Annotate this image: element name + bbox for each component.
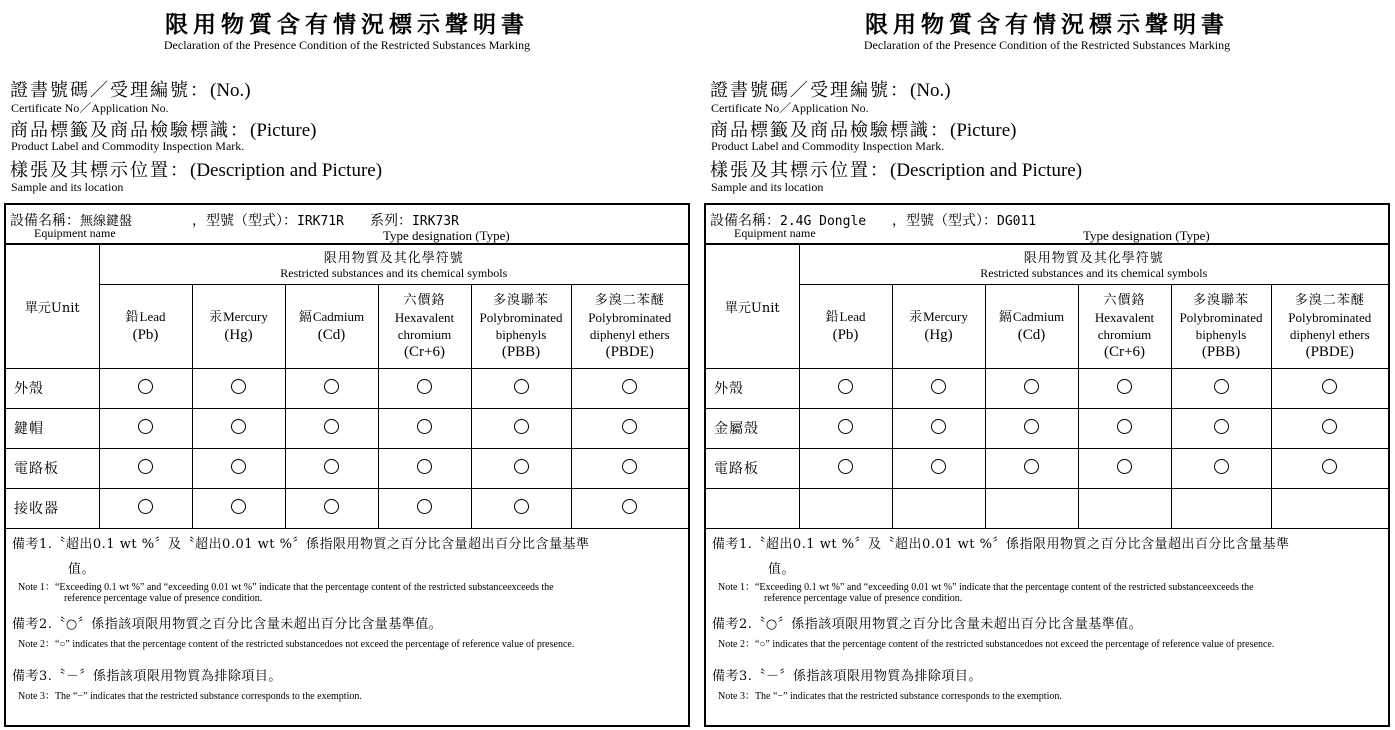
label-en: Product Label and Commodity Inspection Mark. — [711, 139, 945, 153]
circle-mark — [138, 379, 153, 394]
circle-mark — [622, 459, 637, 474]
circle-mark — [622, 379, 637, 394]
mark-cell — [985, 408, 1078, 448]
mark-cell — [1171, 488, 1271, 528]
circle-mark — [324, 459, 339, 474]
note1-zh-cont: 值。 — [768, 562, 796, 577]
circle-mark — [417, 379, 432, 394]
type-designation-en: Type designation (Type) — [383, 228, 510, 243]
title-en: Declaration of the Presence Condition of the Restricted Substances Marking — [863, 38, 1231, 52]
mark-cell — [192, 408, 285, 448]
circle-mark — [138, 499, 153, 514]
title-en: Declaration of the Presence Condition of the Restricted Substances Marking — [163, 38, 531, 52]
equipment-name: 2.4G Dongle — [780, 214, 867, 229]
sample-line: 樣張及其標示位置：(Description and Picture) — [10, 160, 383, 181]
mark-cell — [471, 448, 571, 488]
circle-mark — [1024, 459, 1039, 474]
circle-mark — [231, 499, 246, 514]
mark-cell — [471, 368, 571, 408]
equipment-name-en: Equipment name — [734, 226, 816, 240]
mark-cell — [285, 368, 378, 408]
mark-cell — [892, 408, 985, 448]
mark-cell — [571, 448, 688, 488]
unit-cell: 金屬殼 — [706, 408, 799, 448]
mark-cell — [799, 448, 892, 488]
mark-cell — [378, 408, 471, 448]
unit-cell: 接收器 — [6, 488, 99, 528]
unit-cell: 外殼 — [706, 368, 799, 408]
mark-cell — [192, 368, 285, 408]
substance-header: 鎘Cadmium (Cd) — [285, 284, 378, 368]
circle-mark — [838, 419, 853, 434]
circle-mark — [1117, 419, 1132, 434]
mark-cell — [571, 408, 688, 448]
note1-en: Note 1：“Exceeding 0.1 wt %” and “exceeding 0.01 wt %” indicate that the percentage content of the restricted substanceexceeds the — [718, 582, 1254, 593]
mark-cell — [892, 448, 985, 488]
circle-mark — [231, 379, 246, 394]
mark-cell — [192, 488, 285, 528]
circle-mark — [622, 499, 637, 514]
mark-cell — [571, 368, 688, 408]
equipment-name: 無線鍵盤 — [80, 214, 133, 229]
left-declaration-panel — [4, 0, 690, 730]
mark-cell — [1078, 448, 1171, 488]
table-row — [706, 488, 1388, 528]
circle-mark — [514, 499, 529, 514]
circle-mark — [138, 459, 153, 474]
note1-en-cont: reference percentage value of presence condition. — [764, 593, 963, 604]
note2-en: Note 2：“○” indicates that the percentage content of the restricted substancedoes not exceed the percentage of reference value of presence. — [18, 639, 575, 650]
circle-mark — [514, 459, 529, 474]
unit-cell: 外殼 — [6, 368, 99, 408]
cert-line: 證書號碼／受理編號：(No.) — [710, 80, 951, 101]
note3-en: Note 3：The “−” indicates that the restricted substance corresponds to the exemption. — [718, 691, 1062, 702]
mark-cell — [99, 488, 192, 528]
mark-cell — [985, 448, 1078, 488]
substance-header: 鉛Lead (Pb) — [99, 284, 192, 368]
circle-mark — [231, 419, 246, 434]
note2-zh: 備考2.〝○〞係指該項限用物質之百分比含量未超出百分比含量基準值。 — [712, 617, 1143, 632]
note3-zh: 備考3.〝－〞係指該項限用物質為排除項目。 — [12, 669, 282, 684]
mark-cell — [192, 448, 285, 488]
mark-cell — [285, 488, 378, 528]
mark-cell — [1171, 448, 1271, 488]
circle-mark — [622, 419, 637, 434]
circle-mark — [1024, 419, 1039, 434]
mark-cell — [799, 408, 892, 448]
note1-en: Note 1：“Exceeding 0.1 wt %” and “exceeding 0.01 wt %” indicate that the percentage content of the restricted substanceexceeds the — [18, 582, 554, 593]
circle-mark — [1024, 379, 1039, 394]
mark-cell — [378, 368, 471, 408]
substance-header: 鉛Lead (Pb) — [799, 284, 892, 368]
mark-cell — [471, 408, 571, 448]
mark-cell — [99, 368, 192, 408]
note3-zh: 備考3.〝－〞係指該項限用物質為排除項目。 — [712, 669, 982, 684]
restricted-header: 限用物質及其化學符號 Restricted substances and its chemical symbols — [99, 244, 688, 284]
note1-zh: 備考1.〝超出0.1 wt %〞及〝超出0.01 wt %〞係指限用物質之百分比含量超出百分比含量基準 — [12, 537, 590, 552]
mark-cell — [1271, 368, 1388, 408]
label-line: 商品標籤及商品檢驗標識：(Picture) — [10, 120, 317, 141]
model-value: IRK71R — [297, 214, 344, 229]
circle-mark — [1117, 379, 1132, 394]
circle-mark — [838, 459, 853, 474]
cert-en: Certificate No／Application No. — [11, 101, 169, 115]
mark-cell — [1271, 448, 1388, 488]
mark-cell — [892, 488, 985, 528]
type-designation-en: Type designation (Type) — [1083, 228, 1210, 243]
sample-en: Sample and its location — [711, 180, 824, 194]
substance-header: 多溴聯苯 Polybrominated biphenyls (PBB) — [471, 284, 571, 368]
mark-cell — [99, 448, 192, 488]
circle-mark — [1214, 459, 1229, 474]
table-row — [6, 368, 688, 408]
substance-header: 汞Mercury (Hg) — [192, 284, 285, 368]
table-row — [6, 408, 688, 448]
mark-cell — [285, 408, 378, 448]
substance-header: 多溴聯苯 Polybrominated biphenyls (PBB) — [1171, 284, 1271, 368]
title-zh: 限用物質含有情況標示聲明書 — [165, 11, 529, 38]
note3-en: Note 3：The “−” indicates that the restricted substance corresponds to the exemption. — [18, 691, 362, 702]
label-en: Product Label and Commodity Inspection Mark. — [11, 139, 245, 153]
circle-mark — [1322, 379, 1337, 394]
mark-cell — [571, 488, 688, 528]
circle-mark — [931, 419, 946, 434]
circle-mark — [231, 459, 246, 474]
circle-mark — [931, 379, 946, 394]
substance-header: 鎘Cadmium (Cd) — [985, 284, 1078, 368]
mark-cell — [1171, 408, 1271, 448]
circle-mark — [1214, 379, 1229, 394]
circle-mark — [324, 379, 339, 394]
cert-en: Certificate No／Application No. — [711, 101, 869, 115]
declaration-box — [704, 203, 1390, 727]
mark-cell — [378, 448, 471, 488]
unit-cell: 電路板 — [706, 448, 799, 488]
circle-mark — [417, 499, 432, 514]
model-value: DG011 — [997, 214, 1037, 229]
substance-header: 六價鉻 Hexavalent chromium (Cr+6) — [1078, 284, 1171, 368]
unit-cell: 鍵帽 — [6, 408, 99, 448]
right-declaration-panel — [704, 0, 1390, 730]
mark-cell — [1271, 408, 1388, 448]
substance-header: 多溴二苯醚 Polybrominated diphenyl ethers (PBDE) — [1271, 284, 1388, 368]
sample-en: Sample and its location — [11, 180, 124, 194]
mark-cell — [99, 408, 192, 448]
circle-mark — [324, 419, 339, 434]
table-row — [706, 368, 1388, 408]
note1-zh: 備考1.〝超出0.1 wt %〞及〝超出0.01 wt %〞係指限用物質之百分比含量超出百分比含量基準 — [712, 537, 1290, 552]
table-row — [706, 448, 1388, 488]
restricted-header: 限用物質及其化學符號 Restricted substances and its chemical symbols — [799, 244, 1388, 284]
declaration-box — [4, 203, 690, 727]
mark-cell — [799, 488, 892, 528]
unit-cell — [706, 488, 799, 528]
circle-mark — [417, 419, 432, 434]
mark-cell — [1078, 488, 1171, 528]
circle-mark — [324, 499, 339, 514]
series-value: IRK73R — [411, 214, 459, 229]
circle-mark — [514, 379, 529, 394]
circle-mark — [1322, 459, 1337, 474]
mark-cell — [1271, 488, 1388, 528]
circle-mark — [1117, 459, 1132, 474]
mark-cell — [378, 488, 471, 528]
unit-cell: 電路板 — [6, 448, 99, 488]
note2-zh: 備考2.〝○〞係指該項限用物質之百分比含量未超出百分比含量基準值。 — [12, 617, 443, 632]
mark-cell — [799, 368, 892, 408]
circle-mark — [514, 419, 529, 434]
mark-cell — [285, 448, 378, 488]
sample-line: 樣張及其標示位置：(Description and Picture) — [710, 160, 1083, 181]
table-row — [706, 408, 1388, 448]
circle-mark — [838, 379, 853, 394]
note1-zh-cont: 值。 — [68, 562, 96, 577]
table-row — [6, 448, 688, 488]
substance-table — [6, 243, 688, 529]
series-label: 系列： — [369, 213, 412, 229]
label-line: 商品標籤及商品檢驗標識：(Picture) — [710, 120, 1017, 141]
mark-cell — [1171, 368, 1271, 408]
cert-line: 證書號碼／受理編號：(No.) — [10, 80, 251, 101]
note1-en-cont: reference percentage value of presence condition. — [64, 593, 263, 604]
note2-en: Note 2：“○” indicates that the percentage content of the restricted substancedoes not exceed the percentage of reference value of presence. — [718, 639, 1275, 650]
unit-header: 單元Unit — [706, 244, 799, 368]
table-row — [6, 488, 688, 528]
circle-mark — [1322, 419, 1337, 434]
substance-header: 汞Mercury (Hg) — [892, 284, 985, 368]
mark-cell — [471, 488, 571, 528]
equipment-line: 設備名稱：無線鍵盤 ，型號（型式）：IRK71R 系列：IRK73R — [10, 210, 459, 230]
equipment-name-en: Equipment name — [34, 226, 116, 240]
title-zh: 限用物質含有情況標示聲明書 — [865, 11, 1229, 38]
substance-table — [706, 243, 1388, 529]
unit-header: 單元Unit — [6, 244, 99, 368]
mark-cell — [985, 488, 1078, 528]
equipment-line: 設備名稱：2.4G Dongle ，型號（型式）：DG011 — [710, 213, 1037, 229]
circle-mark — [931, 459, 946, 474]
circle-mark — [1214, 419, 1229, 434]
circle-mark — [138, 419, 153, 434]
substance-header: 六價鉻 Hexavalent chromium (Cr+6) — [378, 284, 471, 368]
substance-header: 多溴二苯醚 Polybrominated diphenyl ethers (PBDE) — [571, 284, 688, 368]
mark-cell — [985, 368, 1078, 408]
mark-cell — [1078, 408, 1171, 448]
mark-cell — [1078, 368, 1171, 408]
circle-mark — [417, 459, 432, 474]
mark-cell — [892, 368, 985, 408]
